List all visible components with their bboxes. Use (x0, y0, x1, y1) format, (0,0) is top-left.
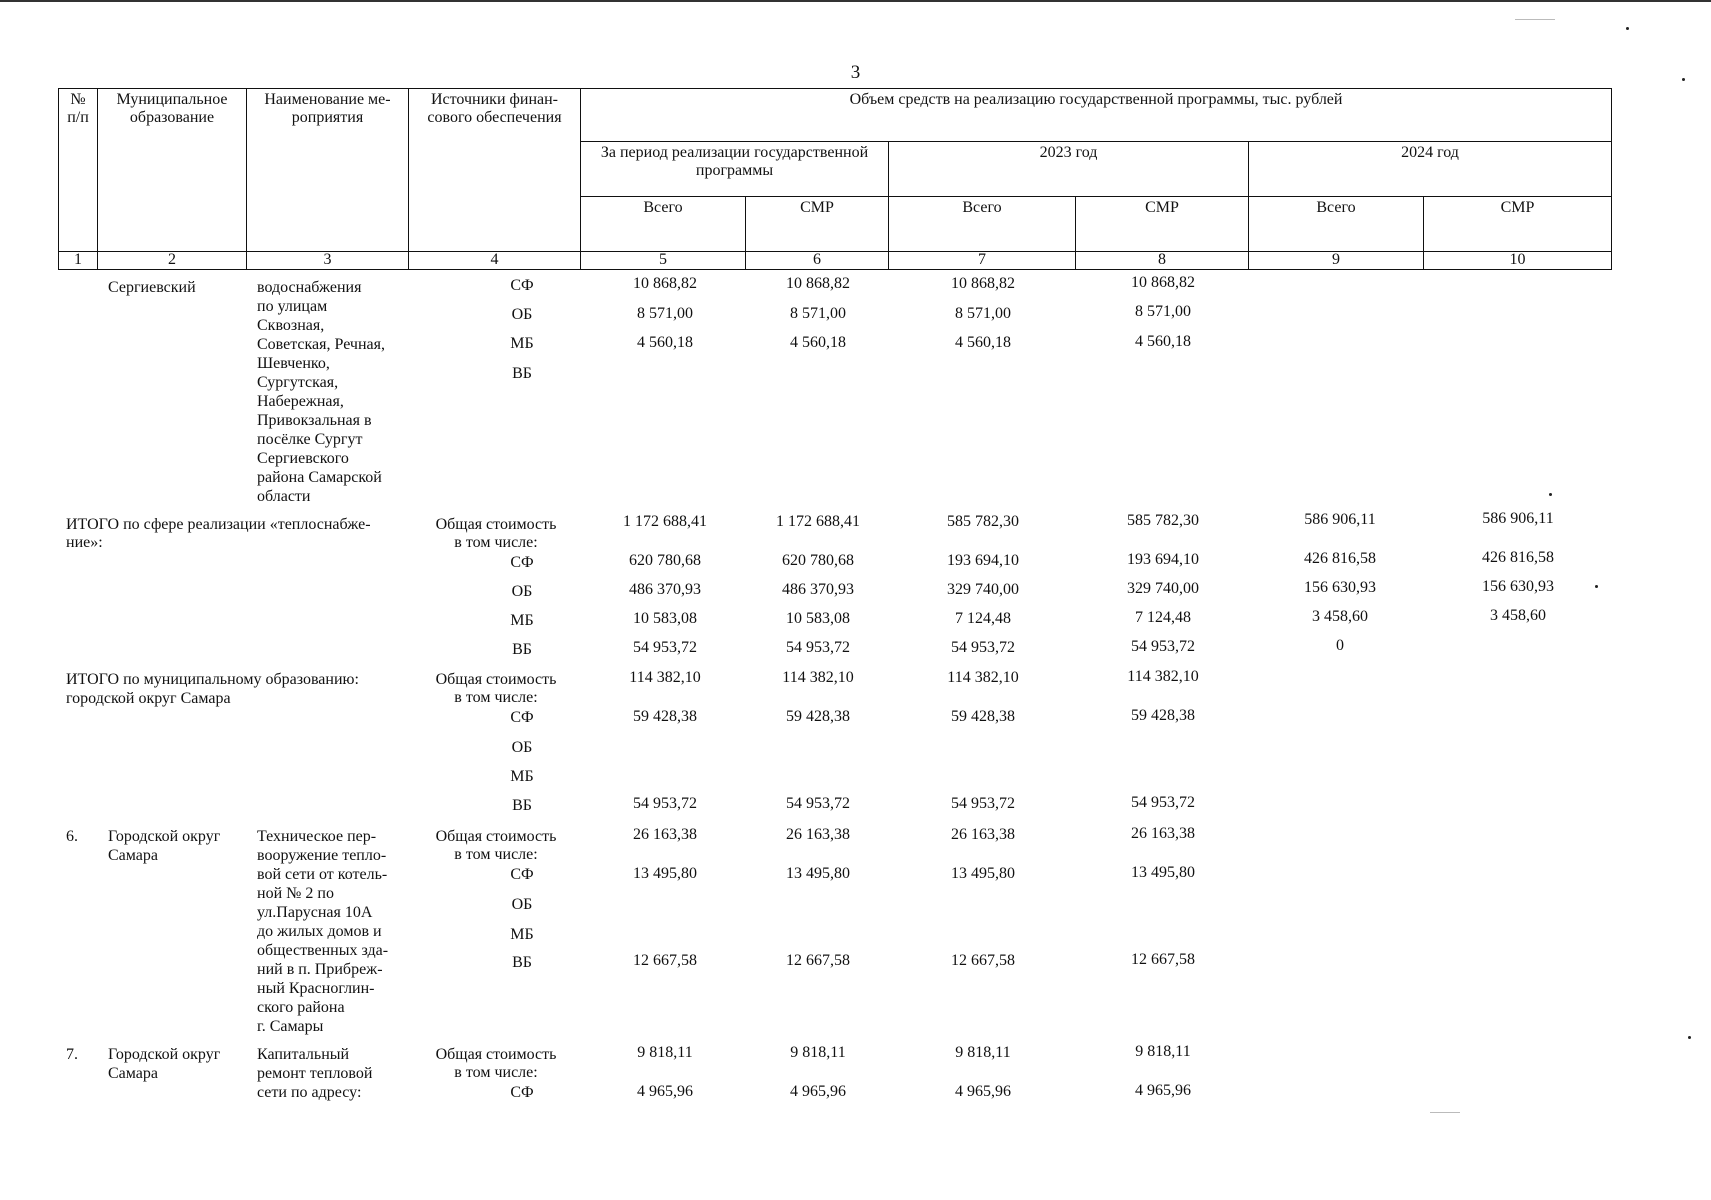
value-cell: 12 667,58 (786, 952, 850, 969)
value-cell: 1 172 688,41 (776, 513, 860, 530)
value-cell: 13 495,80 (951, 865, 1015, 882)
source-sf: СФ (510, 1084, 534, 1101)
scan-speck (1682, 78, 1685, 81)
samara-total-label: городской округ Самара (66, 690, 231, 707)
samara-total-label: ИТОГО по муниципальному образованию: (66, 671, 359, 688)
value-cell: 329 740,00 (947, 581, 1019, 598)
value-cell: 1 172 688,41 (623, 513, 707, 530)
row6-municipality: Городской округ (108, 828, 221, 845)
source-mb: МБ (510, 335, 534, 352)
value-cell: 10 583,08 (786, 610, 850, 627)
value-cell: 4 965,96 (637, 1083, 693, 1100)
value-cell: 54 953,72 (951, 639, 1015, 656)
source-ob: ОБ (511, 896, 533, 913)
value-cell: 193 694,10 (947, 552, 1019, 569)
header-period-smr: СМР (746, 196, 889, 252)
row6-municipality: Самара (108, 847, 158, 864)
value-cell: 59 428,38 (1131, 707, 1195, 724)
source-ob: ОБ (511, 739, 533, 756)
value-cell: 7 124,48 (1135, 609, 1191, 626)
value-cell: 8 571,00 (637, 305, 693, 322)
value-cell: 10 868,82 (786, 275, 850, 292)
column-number: 1 (59, 252, 98, 270)
value-cell: 586 906,11 (1482, 510, 1554, 527)
heat-total-label: ние»: (66, 534, 103, 551)
header-2024-smr: СМР (1424, 196, 1612, 252)
value-cell: 54 953,72 (786, 795, 850, 812)
sergievsky-municipality: Сергиевский (108, 279, 196, 296)
header-col-no: № п/п (59, 89, 98, 252)
header-2024-total: Всего (1249, 196, 1424, 252)
value-cell: 59 428,38 (951, 708, 1015, 725)
value-cell: 12 667,58 (1131, 951, 1195, 968)
value-cell: 3 458,60 (1312, 608, 1368, 625)
value-cell: 12 667,58 (633, 952, 697, 969)
source-total: Общая стоимость (435, 828, 557, 845)
source-mb: МБ (510, 612, 534, 629)
value-cell: 26 163,38 (1131, 825, 1195, 842)
value-cell: 10 583,08 (633, 610, 697, 627)
header-2023-smr: СМР (1076, 196, 1249, 252)
header-2023-total: Всего (889, 196, 1076, 252)
source-vb: ВБ (512, 797, 532, 814)
scan-speck (1595, 585, 1598, 588)
value-cell: 3 458,60 (1490, 607, 1546, 624)
value-cell: 585 782,30 (1127, 512, 1199, 529)
source-vb: ВБ (512, 954, 532, 971)
value-cell: 620 780,68 (629, 552, 701, 569)
source-incl: в том числе: (454, 689, 538, 706)
column-number: 7 (889, 252, 1076, 270)
column-number: 4 (409, 252, 581, 270)
value-cell: 8 571,00 (1135, 303, 1191, 320)
source-sf: СФ (510, 277, 534, 294)
value-cell: 4 560,18 (790, 334, 846, 351)
value-cell: 10 868,82 (633, 275, 697, 292)
value-cell: 13 495,80 (786, 865, 850, 882)
value-cell: 156 630,93 (1482, 578, 1554, 595)
source-vb: ВБ (512, 641, 532, 658)
value-cell: 486 370,93 (782, 581, 854, 598)
column-number: 2 (98, 252, 247, 270)
value-cell: 114 382,10 (947, 669, 1019, 686)
value-cell: 12 667,58 (951, 952, 1015, 969)
column-number: 8 (1076, 252, 1249, 270)
value-cell: 13 495,80 (1131, 864, 1195, 881)
source-sf: СФ (510, 709, 534, 726)
header-period-total: За период реализации государственной программы (581, 141, 889, 196)
row7-event-text: Капитальный ремонт тепловой сети по адресу: (257, 1046, 373, 1101)
value-cell: 0 (1336, 637, 1344, 654)
scan-speck (1688, 1036, 1691, 1039)
value-cell: 59 428,38 (633, 708, 697, 725)
scan-speck (1549, 493, 1552, 496)
row-number: 7. (66, 1046, 78, 1063)
value-cell: 9 818,11 (1135, 1043, 1191, 1060)
header-col-event: Наименование ме- роприятия (247, 89, 409, 252)
header-year-2023: 2023 год (889, 141, 1249, 196)
source-incl: в том числе: (454, 846, 538, 863)
source-ob: ОБ (511, 583, 533, 600)
value-cell: 114 382,10 (629, 669, 701, 686)
value-cell: 10 868,82 (951, 275, 1015, 292)
value-cell: 585 782,30 (947, 513, 1019, 530)
value-cell: 54 953,72 (633, 639, 697, 656)
page-number: 3 (850, 62, 861, 83)
value-cell: 54 953,72 (786, 639, 850, 656)
heat-total-label: ИТОГО по сфере реализации «теплоснабже- (66, 516, 371, 533)
value-cell: 9 818,11 (790, 1044, 846, 1061)
source-incl: в том числе: (454, 1064, 538, 1081)
value-cell: 586 906,11 (1304, 511, 1376, 528)
value-cell: 4 965,96 (790, 1083, 846, 1100)
source-ob: ОБ (511, 306, 533, 323)
source-incl: в том числе: (454, 534, 538, 551)
scan-hairline (1430, 1112, 1460, 1113)
value-cell: 4 560,18 (955, 334, 1011, 351)
sergievsky-event-text: водоснабжения по улицам Сквозная, Советская, Речная, Шевченко, Сургутская, Набережная, Привокзальная в посёлке Сургут Сергиевского района Самарской области (257, 279, 385, 505)
source-sf: СФ (510, 866, 534, 883)
source-vb: ВБ (512, 365, 532, 382)
header-period-total-all: Всего (581, 196, 746, 252)
value-cell: 13 495,80 (633, 865, 697, 882)
source-mb: МБ (510, 768, 534, 785)
value-cell: 7 124,48 (955, 610, 1011, 627)
table-header (58, 88, 1612, 270)
column-number: 3 (247, 252, 409, 270)
value-cell: 54 953,72 (633, 795, 697, 812)
header-year-2024: 2024 год (1249, 141, 1612, 196)
page-top-edge (0, 0, 1711, 2)
value-cell: 10 868,82 (1131, 274, 1195, 291)
value-cell: 59 428,38 (786, 708, 850, 725)
value-cell: 4 560,18 (637, 334, 693, 351)
column-number: 9 (1249, 252, 1424, 270)
value-cell: 156 630,93 (1304, 579, 1376, 596)
value-cell: 26 163,38 (633, 826, 697, 843)
scan-hairline (1515, 19, 1555, 20)
value-cell: 9 818,11 (637, 1044, 693, 1061)
value-cell: 426 816,58 (1482, 549, 1554, 566)
value-cell: 26 163,38 (951, 826, 1015, 843)
row7-municipality: Самара (108, 1065, 158, 1082)
value-cell: 54 953,72 (1131, 794, 1195, 811)
value-cell: 620 780,68 (782, 552, 854, 569)
value-cell: 54 953,72 (1131, 638, 1195, 655)
source-mb: МБ (510, 926, 534, 943)
value-cell: 4 965,96 (955, 1083, 1011, 1100)
source-total: Общая стоимость (435, 1046, 557, 1063)
row7-municipality: Городской округ (108, 1046, 221, 1063)
source-sf: СФ (510, 554, 534, 571)
value-cell: 426 816,58 (1304, 550, 1376, 567)
value-cell: 9 818,11 (955, 1044, 1011, 1061)
source-total: Общая стоимость (435, 671, 557, 688)
source-total: Общая стоимость (435, 516, 557, 533)
value-cell: 8 571,00 (955, 305, 1011, 322)
scan-speck (1626, 27, 1629, 30)
header-col-municipality: Муниципальное образование (98, 89, 247, 252)
value-cell: 114 382,10 (782, 669, 854, 686)
value-cell: 193 694,10 (1127, 551, 1199, 568)
value-cell: 8 571,00 (790, 305, 846, 322)
column-number: 10 (1424, 252, 1612, 270)
value-cell: 26 163,38 (786, 826, 850, 843)
value-cell: 329 740,00 (1127, 580, 1199, 597)
row-number: 6. (66, 828, 78, 845)
header-col-volume: Объем средств на реализацию государственной программы, тыс. рублей (581, 89, 1612, 142)
value-cell: 4 965,96 (1135, 1082, 1191, 1099)
value-cell: 114 382,10 (1127, 668, 1199, 685)
value-cell: 4 560,18 (1135, 333, 1191, 350)
column-number: 5 (581, 252, 746, 270)
value-cell: 486 370,93 (629, 581, 701, 598)
column-number: 6 (746, 252, 889, 270)
row6-event-text: Техническое пер- вооружение тепло- вой сети от котель- ной № 2 по ул.Парусная 10А до жилых домов и общественных зда- ний в п. Прибреж- ный Красноглин- ского района г. Самары (257, 828, 389, 1035)
value-cell: 54 953,72 (951, 795, 1015, 812)
header-col-sources: Источники финан- сового обеспечения (409, 89, 581, 252)
